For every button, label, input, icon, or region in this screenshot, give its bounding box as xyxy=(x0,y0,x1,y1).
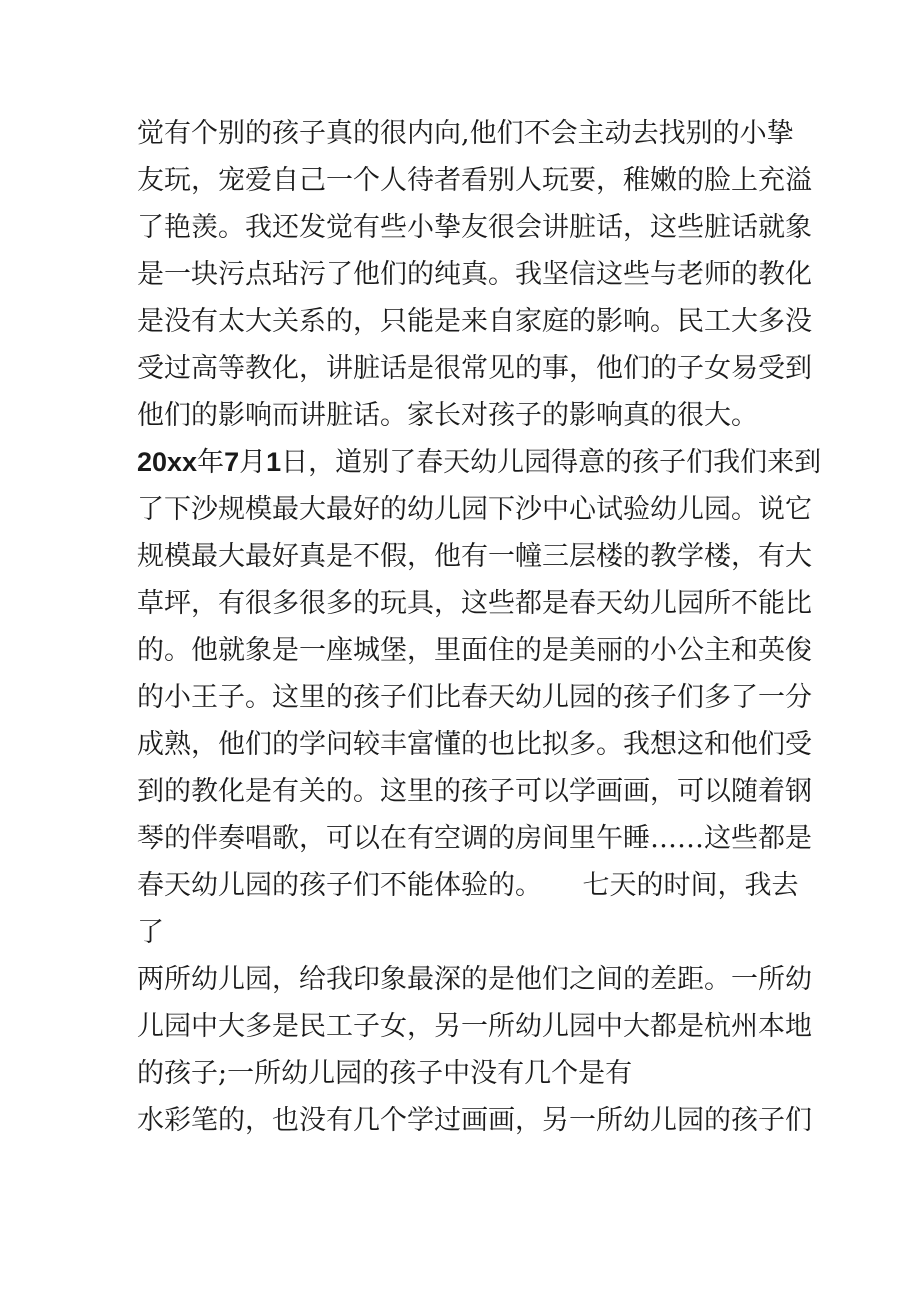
text-line: 春天幼儿园的孩子们不能体验的。 七天的时间，我去 xyxy=(137,870,799,901)
text-line: 他们的影响而讲脏话。家长对孩子的影响真的很大。 xyxy=(137,400,758,431)
text-line: 的。他就象是一座城堡，里面住的是美丽的小公主和英俊 xyxy=(137,635,812,666)
text-line: 了下沙规模最大最好的幼儿园下沙中心试验幼儿园。说它 xyxy=(137,494,812,525)
date-year-suffix: 年 xyxy=(197,447,225,478)
text-line: 规模最大最好真是不假，他有一幢三层楼的教学楼，有大 xyxy=(137,541,812,572)
text-line: 觉有个别的孩子真的很内向,他们不会主动去找别的小挚 xyxy=(137,118,794,149)
date-month: 7 xyxy=(224,447,240,477)
text-line: 受过高等教化，讲脏话是很常见的事，他们的子女易受到 xyxy=(137,353,812,384)
text-line: 到的教化是有关的。这里的孩子可以学画画，可以随着钢 xyxy=(137,776,812,807)
date-line-rest: 日，道别了春天幼儿园得意的孩子们我们来到 xyxy=(281,447,822,478)
text-line: 草坪，有很多很多的玩具，这些都是春天幼儿园所不能比 xyxy=(137,588,812,619)
document-body xyxy=(137,110,822,1144)
text-line: 的孩子;一所幼儿园的孩子中没有几个是有 xyxy=(137,1058,633,1089)
text-line: 琴的伴奏唱歌，可以在有空调的房间里午睡……这些都是 xyxy=(137,823,812,854)
text-line: 成熟，他们的学问较丰富懂的也比拟多。我想这和他们受 xyxy=(137,729,812,760)
text-line: 了艳羡。我还发觉有些小挚友很会讲脏话，这些脏话就象 xyxy=(137,212,812,243)
date-day: 1 xyxy=(266,447,282,477)
text-line: 是一块污点玷污了他们的纯真。我坚信这些与老师的教化 xyxy=(137,259,812,290)
text-line: 儿园中大多是民工子女，另一所幼儿园中大都是杭州本地 xyxy=(137,1011,812,1042)
text-line: 了 xyxy=(137,917,164,948)
text-line: 是没有太大关系的，只能是来自家庭的影响。民工大多没 xyxy=(137,306,812,337)
date-line xyxy=(137,439,822,486)
text-line: 水彩笔的，也没有几个学过画画，另一所幼儿园的孩子们 xyxy=(137,1105,812,1136)
date-year: 20xx xyxy=(137,447,198,477)
text-line: 友玩，宠爱自己一个人待者看别人玩要，稚嫩的脸上充溢 xyxy=(137,165,812,196)
date-month-suffix: 月 xyxy=(239,447,267,478)
text-line: 两所幼儿园，给我印象最深的是他们之间的差距。一所幼 xyxy=(137,964,812,995)
text-line: 的小王子。这里的孩子们比春天幼儿园的孩子们多了一分 xyxy=(137,682,812,713)
